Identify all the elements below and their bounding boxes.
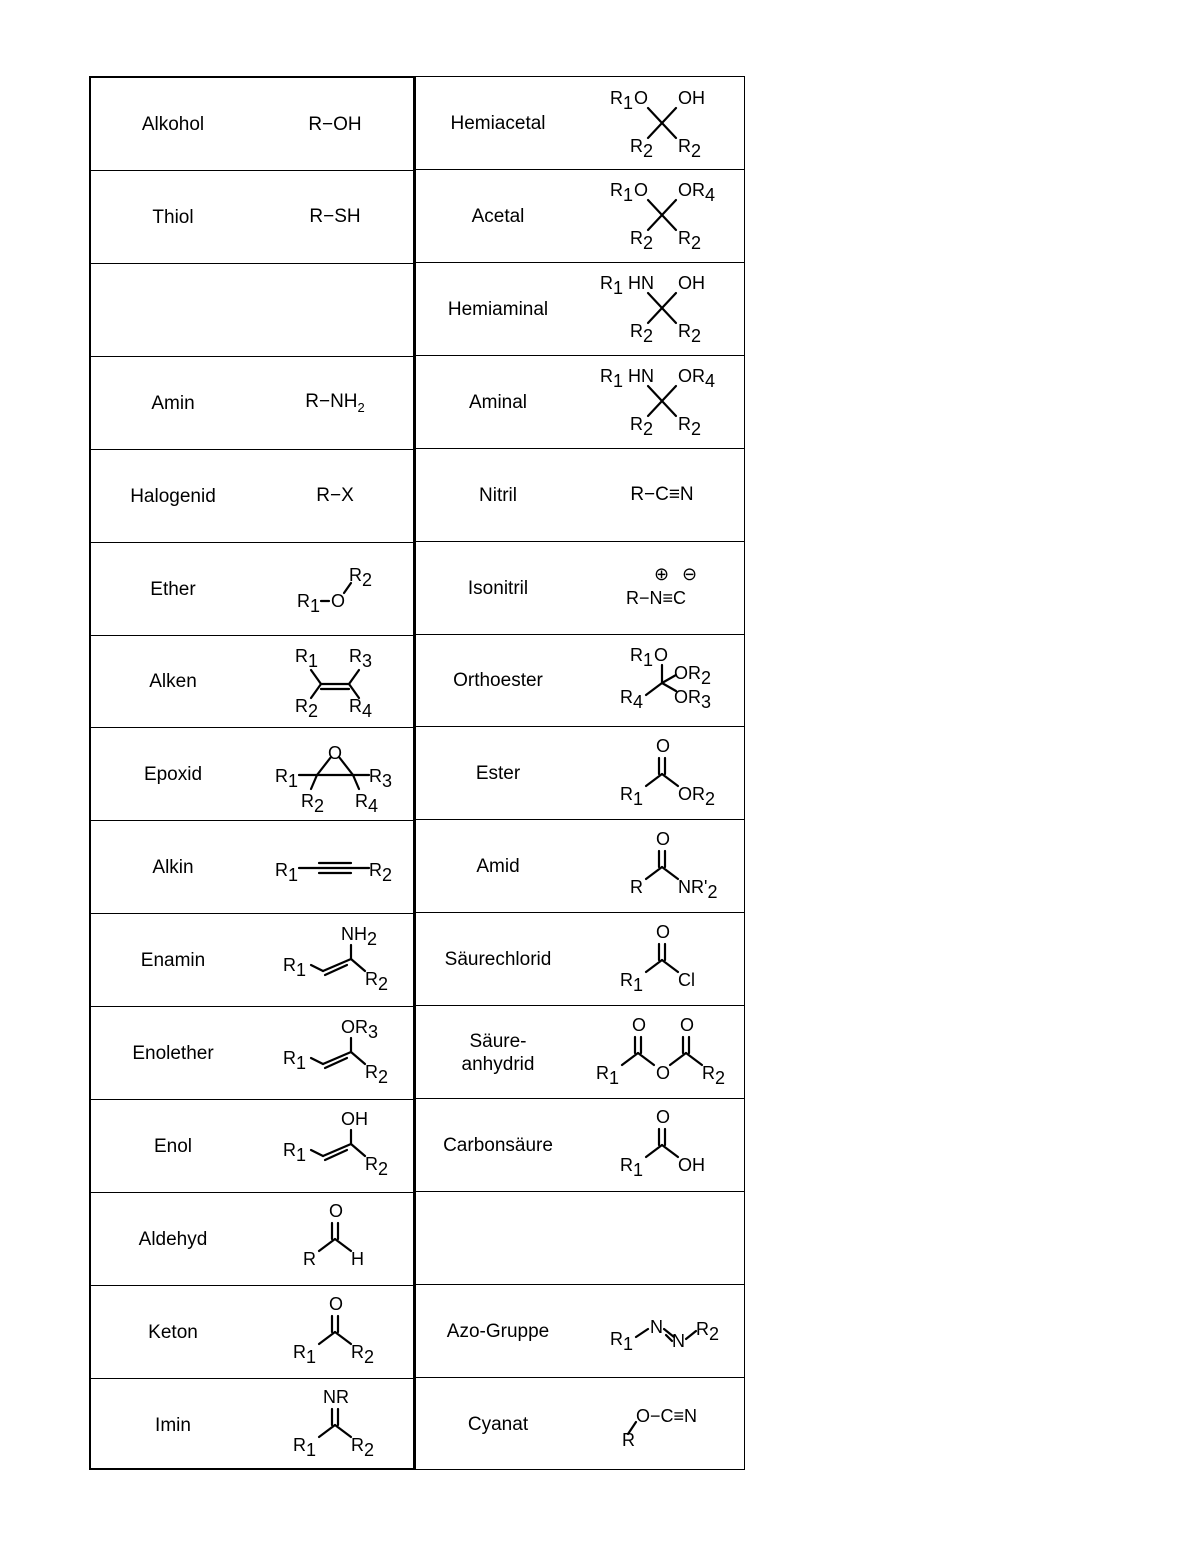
structure-drawing <box>580 914 744 1006</box>
group-name <box>416 1192 580 1285</box>
structure-drawing <box>580 263 744 355</box>
structure-label: OR2 <box>674 662 712 688</box>
structure-label: O <box>656 1062 671 1083</box>
structure-label: OH <box>341 1109 368 1130</box>
bond-line <box>351 1052 365 1064</box>
table-row <box>91 1286 413 1379</box>
table-row <box>416 77 744 170</box>
group-name: Hemiacetal <box>450 113 546 134</box>
group-formula <box>255 914 415 1007</box>
bond-line <box>646 1145 662 1157</box>
group-name: Azo-Gruppe <box>446 1320 550 1342</box>
structure-label: R1 <box>295 645 319 671</box>
group-formula <box>580 356 744 449</box>
structure-drawing <box>580 78 744 170</box>
table-row <box>91 543 413 636</box>
structure-label: R1 <box>293 1435 317 1461</box>
group-formula <box>580 77 744 170</box>
structure-label: OR4 <box>678 180 716 206</box>
structure-drawing <box>580 635 744 727</box>
bond-line <box>311 684 321 698</box>
bond-line <box>686 1331 696 1339</box>
group-formula <box>580 820 744 913</box>
table-row <box>91 728 413 821</box>
group-name: Amin <box>151 392 195 414</box>
structure-label: R <box>622 1430 635 1451</box>
structure-drawing <box>255 1008 415 1100</box>
table-row <box>416 913 744 1006</box>
structure-drawing <box>255 636 415 728</box>
structure-label: HN <box>628 366 654 387</box>
group-formula <box>255 1379 415 1472</box>
group-formula <box>255 543 415 636</box>
bond-line <box>351 1144 365 1156</box>
structure-label: R1 <box>610 1329 634 1355</box>
structure-label: O <box>656 735 671 756</box>
structure-label: O <box>331 591 346 611</box>
table-row <box>416 263 744 356</box>
structure-drawing <box>580 1007 744 1099</box>
structure-label: ⊕ <box>654 564 670 584</box>
formula-main: R−C≡N <box>630 484 694 506</box>
group-formula <box>580 1006 744 1099</box>
right-column <box>415 76 745 1470</box>
structure-label: R1 <box>630 644 654 670</box>
structure-label: R1 <box>620 969 644 995</box>
group-name: Alkohol <box>141 114 205 135</box>
group-formula <box>255 728 415 821</box>
group-name: Säurechlorid <box>444 949 552 971</box>
structure-label: R2 <box>365 968 389 994</box>
structure-label: R4 <box>349 695 373 721</box>
structure-label: O−C≡N <box>636 1406 698 1427</box>
formula-subscript: 2 <box>357 400 365 416</box>
structure-drawing <box>580 170 744 262</box>
structure-drawing <box>255 915 415 1007</box>
group-formula <box>580 170 744 263</box>
structure-label: R1 <box>283 1047 307 1073</box>
formula-text <box>308 114 361 136</box>
bond-line <box>646 683 662 695</box>
group-name: Ester <box>475 763 521 785</box>
structure-label: R2 <box>349 565 373 590</box>
structure-label: N <box>650 1317 663 1338</box>
table-row <box>416 542 744 635</box>
structure-label: R2 <box>369 859 393 885</box>
table-row <box>416 1006 744 1099</box>
group-formula <box>580 727 744 820</box>
structure-label: R1 <box>610 180 634 206</box>
structure-label: R1 <box>275 859 299 885</box>
group-name: Aminal <box>468 391 528 413</box>
group-name: Alkin <box>152 857 194 879</box>
group-formula <box>580 542 744 635</box>
group-formula <box>580 263 744 356</box>
formula-main: R−SH <box>309 206 361 228</box>
structure-label: R3 <box>349 645 373 671</box>
structure-label: R2 <box>696 1319 720 1345</box>
structure-label: H <box>351 1249 364 1270</box>
structure-label: O <box>654 644 669 665</box>
bond-line <box>646 774 662 786</box>
group-name: Enol <box>153 1135 193 1157</box>
bond-line <box>351 959 365 971</box>
structure-label: Cl <box>678 969 695 990</box>
structure-label: R1 <box>283 1140 307 1166</box>
bond-line <box>339 757 353 775</box>
structure-label: O <box>632 1014 647 1035</box>
group-name <box>91 264 255 357</box>
structure-label: O <box>634 87 649 108</box>
structure-label: NR <box>323 1387 349 1408</box>
structure-label: R2 <box>678 414 702 440</box>
bond-line <box>670 1053 686 1065</box>
group-name: Acetal <box>471 205 525 227</box>
structure-label: R1 <box>620 783 644 809</box>
table-row <box>416 727 744 820</box>
table-row <box>91 171 413 264</box>
bond-line <box>349 670 359 684</box>
structure-drawing <box>580 1378 744 1470</box>
table-row <box>416 170 744 263</box>
structure-drawing <box>580 1285 744 1377</box>
structure-label: HN <box>628 273 654 294</box>
group-name: Aldehyd <box>138 1228 208 1250</box>
structure-label: R2 <box>630 414 654 440</box>
structure-label: OH <box>678 87 705 108</box>
structure-label: R2 <box>365 1061 389 1087</box>
group-name: Isonitril <box>467 577 529 599</box>
structure-label: R2 <box>351 1342 375 1368</box>
table-row <box>91 1193 413 1286</box>
group-formula <box>255 264 415 357</box>
structure-label: R2 <box>678 321 702 347</box>
structure-drawing <box>255 1286 415 1378</box>
group-name: Enamin <box>140 950 206 972</box>
group-formula <box>255 821 415 914</box>
structure-label: O <box>329 1294 344 1315</box>
structure-label: NR'2 <box>678 876 718 902</box>
bond-line <box>311 965 323 971</box>
structure-label: OH <box>678 1155 705 1176</box>
table-row <box>416 820 744 913</box>
structure-label: R1 <box>610 87 634 113</box>
table-row <box>91 635 413 728</box>
group-formula <box>580 1285 744 1378</box>
structure-label: R <box>630 876 643 897</box>
group-formula <box>255 1286 415 1379</box>
bond-line <box>622 1053 638 1065</box>
bond-line <box>335 1425 351 1437</box>
group-formula <box>255 78 415 171</box>
formula-main: R−X <box>316 485 354 507</box>
bond-line <box>353 775 359 789</box>
group-formula <box>580 1378 744 1471</box>
structure-label: R3 <box>369 765 393 791</box>
structure-label: R2 <box>678 135 702 161</box>
table-row <box>416 634 744 727</box>
structure-label: R2 <box>678 228 702 254</box>
structure-label: R2 <box>630 135 654 161</box>
group-formula <box>255 635 415 728</box>
group-name: Cyanat <box>467 1413 529 1435</box>
structure-label: R <box>303 1249 316 1270</box>
bond-line <box>311 775 317 789</box>
group-formula <box>255 1193 415 1286</box>
structure-drawing <box>580 1099 744 1191</box>
table-row <box>416 1378 744 1471</box>
structure-label: R2 <box>702 1062 726 1088</box>
bond-line <box>335 1239 351 1251</box>
bond-line <box>319 1332 335 1344</box>
bond-line <box>319 1425 335 1437</box>
group-formula <box>580 449 744 542</box>
group-formula <box>255 357 415 450</box>
group-formula <box>255 171 415 264</box>
group-name: Keton <box>148 1321 198 1343</box>
structure-label: R2 <box>295 695 319 721</box>
group-name: Säure- anhydrid <box>461 1030 535 1075</box>
structure-label: R1 <box>596 1062 620 1088</box>
bond-line <box>662 960 678 972</box>
structure-label: R2 <box>630 228 654 254</box>
table-row <box>416 1099 744 1192</box>
bond-line <box>311 1150 323 1156</box>
group-formula <box>255 1100 415 1193</box>
structure-drawing <box>255 729 415 821</box>
structure-label: R4 <box>355 790 379 816</box>
bond-line <box>319 1239 335 1251</box>
table-row <box>91 357 413 450</box>
structure-label: OR4 <box>678 366 716 392</box>
structure-drawing <box>580 356 744 448</box>
structure-label: R1 <box>275 765 299 791</box>
structure-label: R1 <box>600 366 624 392</box>
group-formula <box>580 1192 744 1285</box>
group-name: Epoxid <box>143 764 203 786</box>
formula-text <box>630 484 693 506</box>
structure-drawing <box>255 1100 415 1192</box>
structure-label: OR3 <box>341 1016 379 1042</box>
table-row <box>416 1192 744 1285</box>
structure-label: R1 <box>297 591 321 616</box>
group-name: Thiol <box>152 206 194 228</box>
group-name: Orthoester <box>453 670 543 692</box>
group-name: Ether <box>150 578 196 600</box>
structure-label: R−N≡C <box>626 588 687 608</box>
bond-line <box>662 867 678 879</box>
group-name: Imin <box>155 1414 191 1436</box>
structure-label: O <box>680 1014 695 1035</box>
structure-drawing <box>580 728 744 820</box>
structure-label: N <box>672 1331 685 1352</box>
left-column <box>89 76 415 1470</box>
bond-line <box>311 670 321 684</box>
structure-label: NH2 <box>341 923 378 949</box>
group-formula <box>255 1007 415 1100</box>
bond-line <box>686 1053 702 1065</box>
table-row <box>91 1379 413 1472</box>
structure-label: R2 <box>365 1154 389 1180</box>
group-formula <box>255 450 415 543</box>
structure-drawing <box>255 1379 415 1471</box>
structure-drawing <box>255 543 415 635</box>
structure-drawing <box>255 1193 415 1285</box>
bond-line <box>636 1329 648 1337</box>
structure-label: O <box>656 828 671 849</box>
bond-line <box>317 757 331 775</box>
table-row <box>91 1007 413 1100</box>
table-row <box>91 914 413 1007</box>
structure-label: O <box>656 921 671 942</box>
formula-text <box>309 206 360 228</box>
structure-label: O <box>656 1107 671 1128</box>
structure-drawing <box>580 542 744 634</box>
bond-line <box>638 1053 654 1065</box>
structure-label: O <box>329 1201 344 1222</box>
structure-label: O <box>634 180 649 201</box>
group-formula <box>580 1099 744 1192</box>
functional-groups-table <box>89 76 745 1470</box>
table-row <box>91 1100 413 1193</box>
formula-text <box>316 485 354 507</box>
structure-label: ⊖ <box>682 564 698 584</box>
table-row <box>416 449 744 542</box>
group-name: Amid <box>476 856 520 878</box>
structure-label: R1 <box>620 1155 644 1181</box>
structure-label: R2 <box>351 1435 375 1461</box>
group-name: Nitril <box>479 484 517 506</box>
table-row <box>91 78 413 171</box>
group-name: Hemiaminal <box>447 298 549 320</box>
group-name: Halogenid <box>130 485 216 507</box>
group-name: Alken <box>149 671 197 693</box>
table-row <box>91 264 413 357</box>
group-formula <box>580 634 744 727</box>
structure-label: R2 <box>630 321 654 347</box>
formula-main: R−OH <box>308 113 362 135</box>
bond-line <box>311 1058 323 1064</box>
structure-label: OR2 <box>678 783 716 809</box>
bond-line <box>662 1145 678 1157</box>
group-formula <box>580 913 744 1006</box>
structure-label: R4 <box>620 686 644 712</box>
formula-main: R−NH <box>305 391 358 413</box>
structure-label: R1 <box>293 1342 317 1368</box>
bond-line <box>646 867 662 879</box>
formula-text <box>305 391 365 415</box>
structure-label: OH <box>678 273 705 294</box>
group-name: Carbonsäure <box>443 1134 553 1156</box>
table-row <box>416 1285 744 1378</box>
table-row <box>416 356 744 449</box>
table-row <box>91 450 413 543</box>
structure-label: R2 <box>301 790 325 816</box>
bond-line <box>646 960 662 972</box>
group-name: Enolether <box>132 1043 214 1064</box>
bond-line <box>662 774 678 786</box>
structure-drawing <box>255 822 415 914</box>
structure-label: OR3 <box>674 686 712 712</box>
structure-label: R1 <box>283 954 307 980</box>
table-row <box>91 821 413 914</box>
structure-label: O <box>328 742 343 763</box>
structure-label: R1 <box>600 273 624 299</box>
bond-line <box>335 1332 351 1344</box>
structure-drawing <box>580 821 744 913</box>
